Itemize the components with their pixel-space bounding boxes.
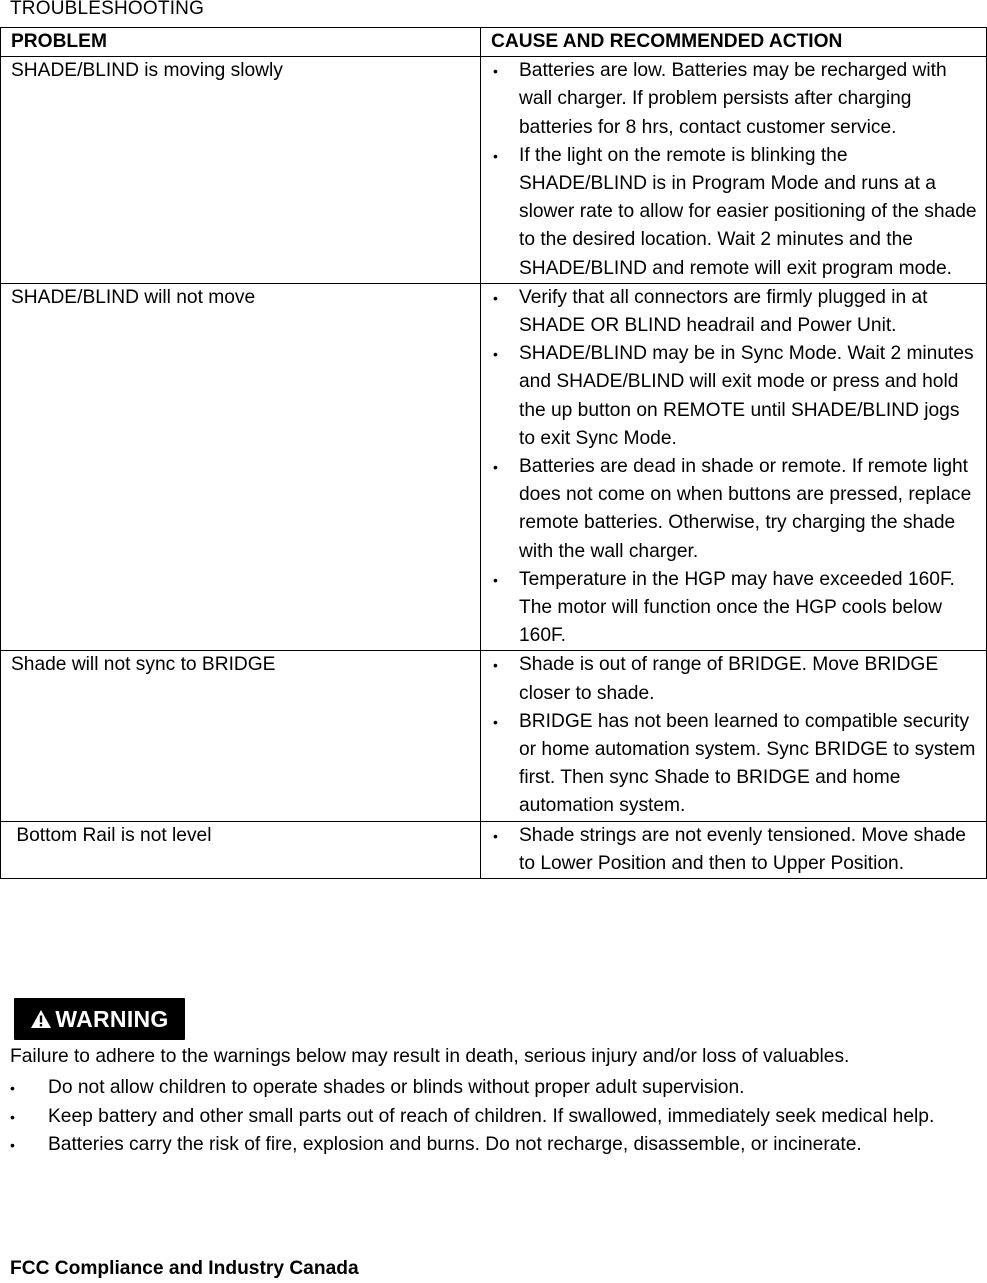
- section-title: TROUBLESHOOTING: [10, 0, 205, 19]
- action-item: • Batteries are dead in shade or remote. If remote light does not come on when buttons are pressed, replace remote batteries. Otherwise, try charging the shade with the wall charger.: [491, 453, 980, 566]
- action-item: • Shade strings are not evenly tensioned. Move shade to Lower Position and then to Upper Position.: [491, 822, 980, 878]
- warning-item: • Keep battery and other small parts out of reach of children. If swallowed, immediately seek medical help.: [10, 1103, 980, 1132]
- warning-item: • Do not allow children to operate shades or blinds without proper adult supervision.: [10, 1074, 980, 1103]
- column-header-cause-action: CAUSE AND RECOMMENDED ACTION: [481, 28, 987, 57]
- action-cell: [481, 651, 987, 821]
- action-item: • SHADE/BLIND may be in Sync Mode. Wait 2 minutes and SHADE/BLIND will exit mode or press and hold the up button on REMOTE until SHADE/BLIND jogs to exit Sync Mode.: [491, 340, 980, 453]
- action-cell: [481, 283, 987, 651]
- action-item: • If the light on the remote is blinking the SHADE/BLIND is in Program Mode and runs at a slower rate to allow for easier positioning of the shade to the desired location. Wait 2 minutes and the SHADE/BLIND and remote will exit program mode.: [491, 142, 980, 283]
- action-item: • Batteries are low. Batteries may be recharged with wall charger. If problem persists after charging batteries for 8 hrs, contact customer service.: [491, 57, 980, 142]
- action-item: • BRIDGE has not been learned to compatible security or home automation system. Sync BRIDGE to system first. Then sync Shade to BRIDGE and home automation system.: [491, 708, 980, 821]
- fcc-heading: FCC Compliance and Industry Canada: [10, 1258, 359, 1279]
- troubleshooting-table: [0, 27, 987, 879]
- warning-list: [10, 1074, 980, 1160]
- bullet-icon: •: [493, 346, 498, 363]
- warning-triangle-icon: [30, 1009, 52, 1029]
- bullet-icon: •: [493, 657, 498, 674]
- table-header-row: [1, 28, 987, 57]
- table-row: [1, 283, 987, 651]
- problem-cell: Shade will not sync to BRIDGE: [1, 651, 481, 821]
- warning-intro: Failure to adhere to the warnings below may result in death, serious injury and/or loss of valuables.: [10, 1046, 850, 1067]
- action-cell: [481, 821, 987, 878]
- warning-badge-label: WARNING: [55, 1005, 169, 1032]
- warning-item: • Batteries carry the risk of fire, explosion and burns. Do not recharge, disassemble, or incinerate.: [10, 1131, 980, 1160]
- action-item: • Temperature in the HGP may have exceeded 160F. The motor will function once the HGP cools below 160F.: [491, 566, 980, 651]
- action-item: • Shade is out of range of BRIDGE. Move BRIDGE closer to shade.: [491, 651, 980, 707]
- bullet-icon: •: [493, 289, 498, 306]
- bullet-icon: •: [493, 147, 498, 164]
- action-item: • Verify that all connectors are firmly plugged in at SHADE OR BLIND headrail and Power Unit.: [491, 284, 980, 340]
- action-cell: [481, 57, 987, 284]
- bullet-icon: •: [493, 713, 498, 730]
- problem-cell: SHADE/BLIND is moving slowly: [1, 57, 481, 284]
- column-header-problem: PROBLEM: [1, 28, 481, 57]
- bullet-icon: •: [493, 63, 498, 80]
- table-row: [1, 821, 987, 878]
- table-row: [1, 651, 987, 821]
- problem-cell: Bottom Rail is not level: [1, 821, 481, 878]
- problem-cell: SHADE/BLIND will not move: [1, 283, 481, 651]
- bullet-icon: •: [493, 459, 498, 476]
- warning-badge: [14, 998, 185, 1040]
- bullet-icon: •: [10, 1137, 15, 1154]
- warning-badge-wrapper: [14, 998, 185, 1040]
- bullet-icon: •: [493, 571, 498, 588]
- bullet-icon: •: [10, 1108, 15, 1125]
- table-row: [1, 57, 987, 284]
- bullet-icon: •: [10, 1080, 15, 1096]
- bullet-icon: •: [493, 827, 498, 844]
